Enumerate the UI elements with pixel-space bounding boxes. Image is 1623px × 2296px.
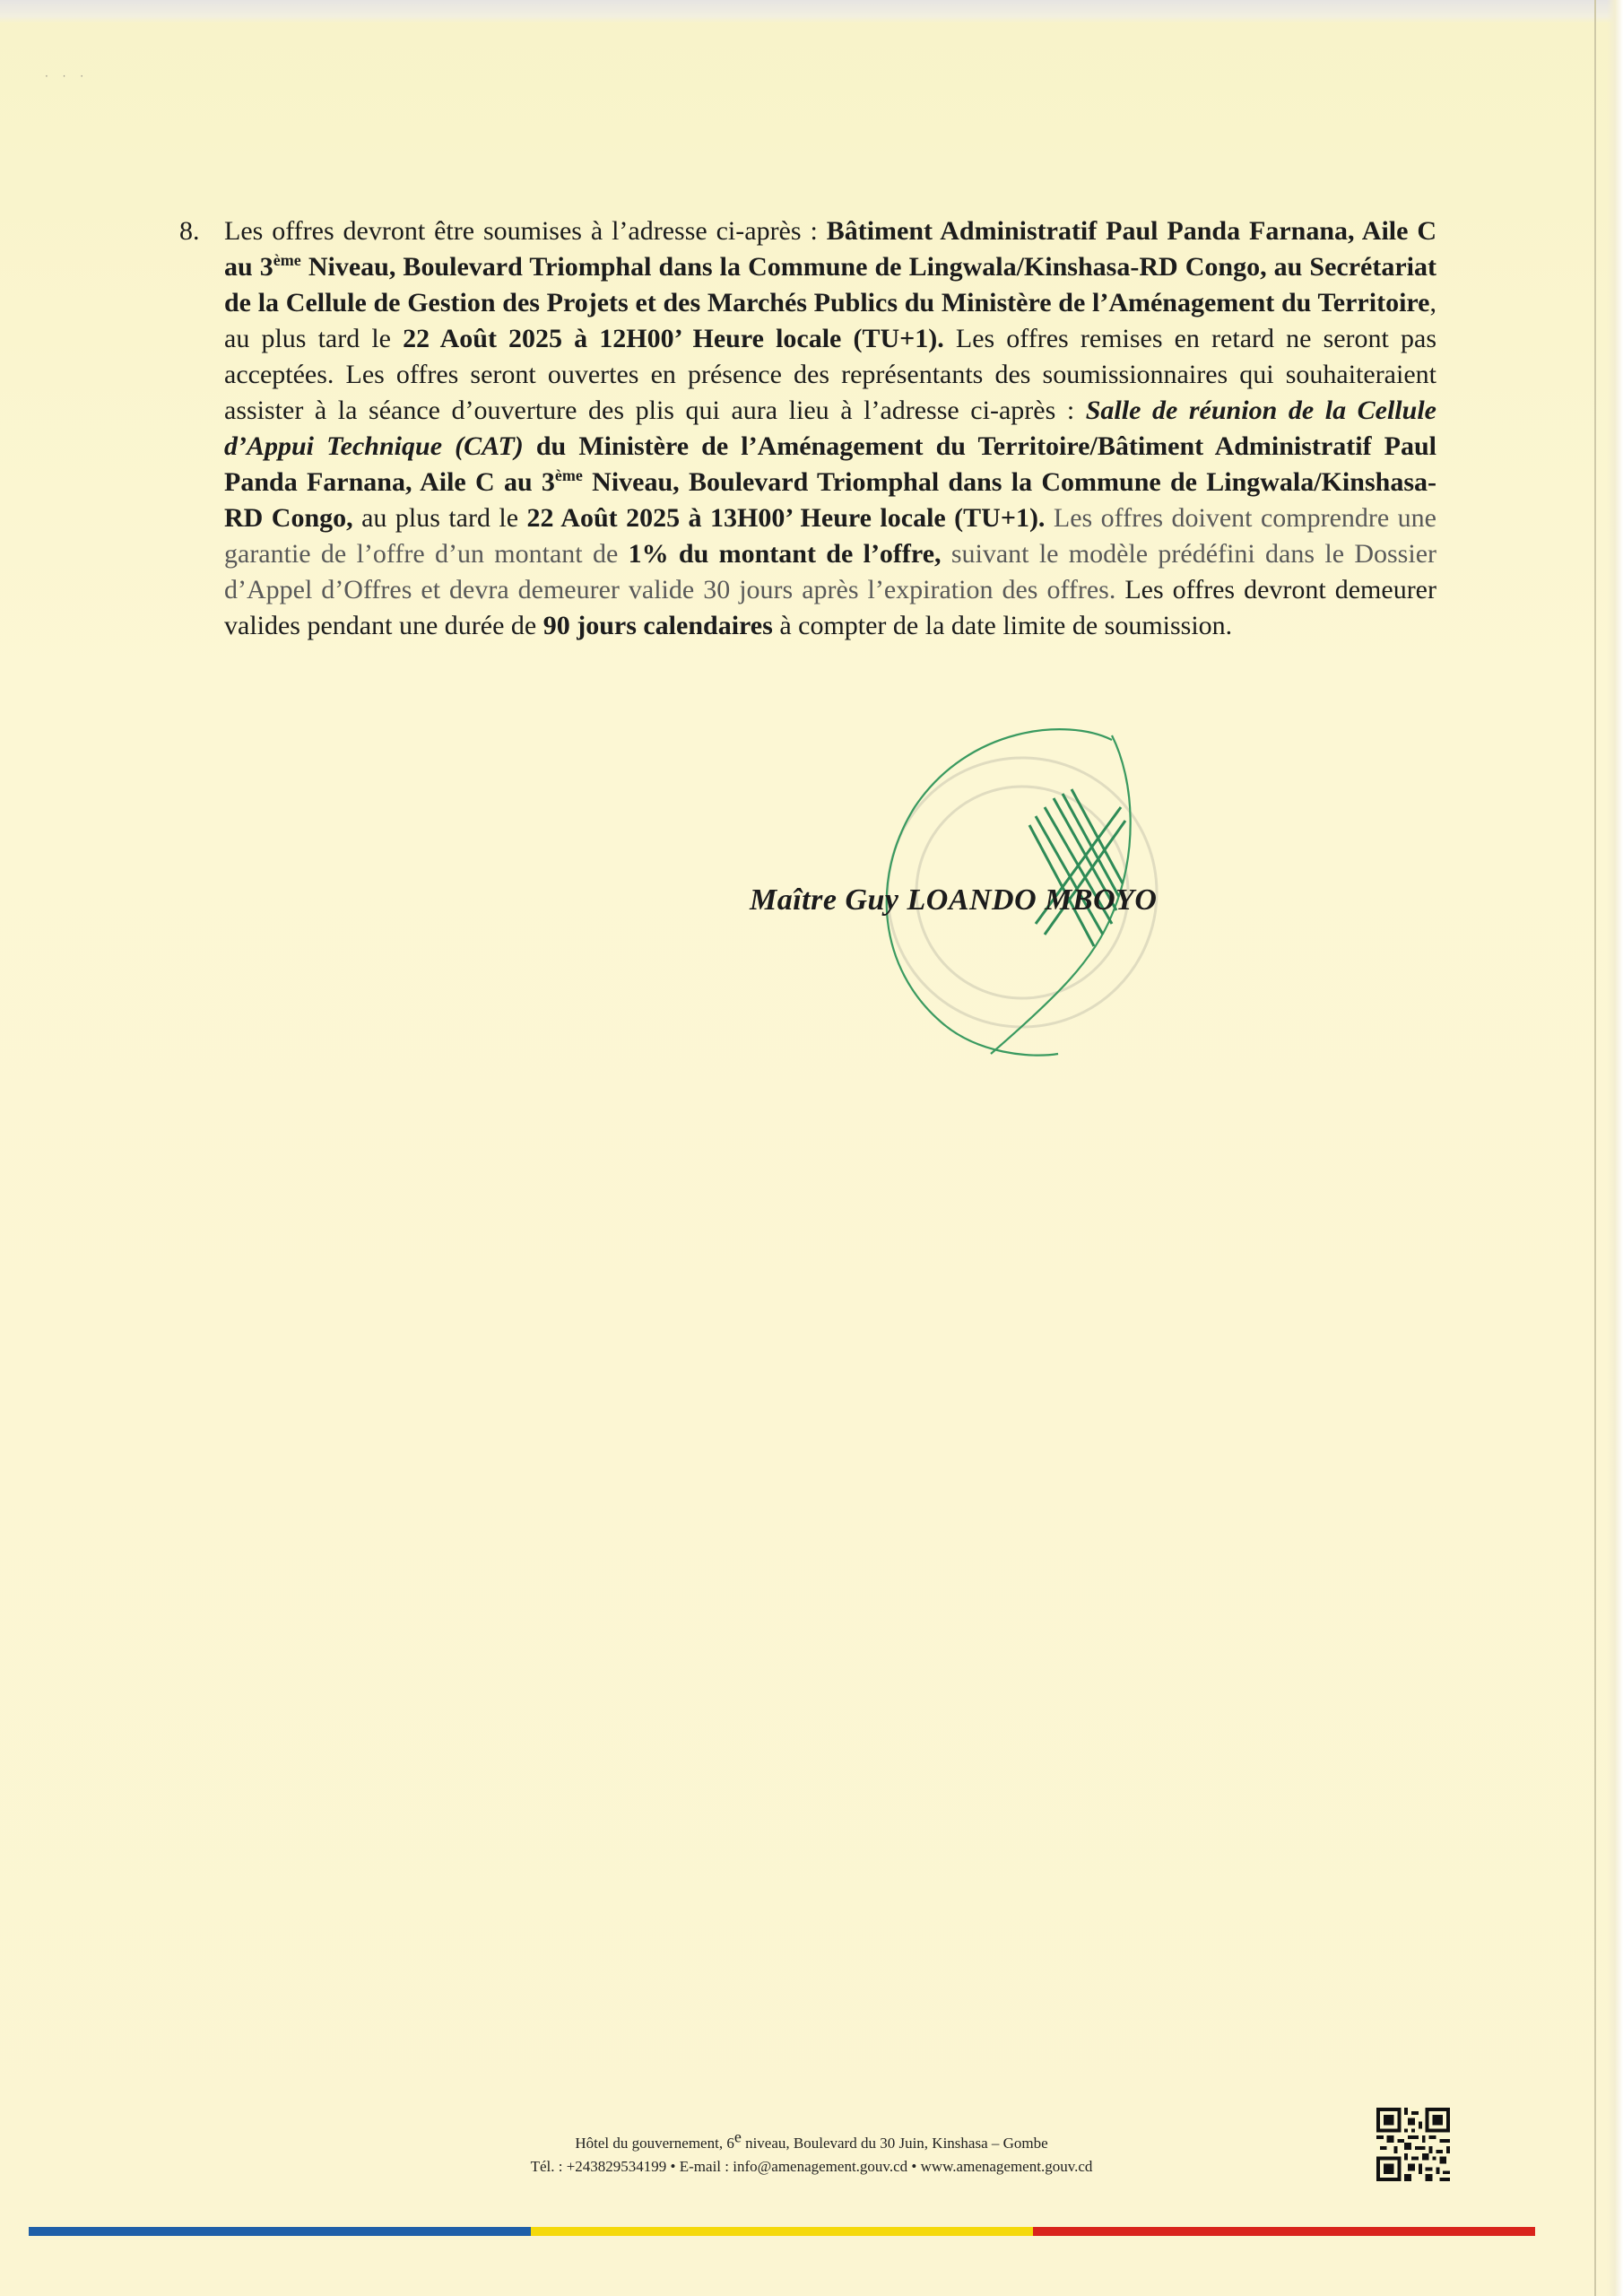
paragraph-8 bbox=[179, 213, 1436, 644]
flag-red-segment bbox=[1033, 2227, 1535, 2236]
opening-address-cont: Niveau, Boulevard Triomphal dans la Commune de Lingwala/Kinshasa-RD Congo, bbox=[224, 467, 1436, 533]
paragraph-body bbox=[224, 213, 1436, 644]
qr-code-icon bbox=[1376, 2108, 1450, 2181]
opening-address: du Ministère de l’Aménagement du Territoire/Bâtiment Administratif Paul Panda Farnana, Aile C au 3 bbox=[224, 431, 1436, 497]
signature-scribble bbox=[1029, 789, 1125, 946]
superscript: ème bbox=[273, 251, 301, 269]
guarantee-amount: 1% du montant de l’offre, bbox=[628, 539, 942, 569]
address-bold-cont: Niveau, Boulevard Triomphal dans la Commune de Lingwala/Kinshasa-RD Congo, au Secrétariat de la Cellule de Gestion des Projets et des Marchés Publics du Ministère de l’Aménagement du Territoire bbox=[224, 252, 1437, 317]
signatory-name: Maître Guy LOANDO MBOYO bbox=[750, 883, 1158, 917]
text-run: à compter de la date limite de soumission. bbox=[772, 611, 1233, 640]
footer-contact: Tél. : +243829534199 • E-mail : info@amenagement.gouv.cd • www.amenagement.gouv.cd bbox=[530, 2158, 1093, 2175]
text-run-faded: Les offres doivent comprendre une garantie de l’offre d’un montant de bbox=[224, 503, 1436, 569]
text-run: , au plus tard le bbox=[224, 288, 1436, 353]
deadline-submission: 22 Août 2025 à 12H00’ Heure locale (TU+1). bbox=[403, 324, 944, 353]
text-run-faded: suivant le modèle prédéfini dans le Dossier d’Appel d’Offres et devra demeurer valide 30 jours après l’expiration des offres. bbox=[224, 539, 1436, 604]
scan-right-rule bbox=[1594, 0, 1596, 2296]
footer-address-text-cont: niveau, Boulevard du 30 Juin, Kinshasa – Gombe bbox=[741, 2135, 1048, 2152]
scan-artifact-marks: · · · bbox=[45, 70, 90, 83]
paragraph-number: 8. bbox=[179, 216, 200, 246]
flag-blue-segment bbox=[29, 2227, 531, 2236]
flag-yellow-segment bbox=[531, 2227, 1033, 2236]
address-bold: Bâtiment Administratif Paul Panda Farnana, Aile C au 3 bbox=[224, 216, 1436, 282]
validity-period: 90 jours calendaires bbox=[542, 611, 773, 640]
flag-color-bar bbox=[29, 2227, 1535, 2236]
scan-right-edge bbox=[1607, 0, 1623, 2296]
footer-address-text: Hôtel du gouvernement, 6 bbox=[575, 2135, 734, 2152]
text-run: Les offres devront être soumises à l’adresse ci-après : bbox=[224, 216, 827, 246]
meeting-room: Salle de réunion de la Cellule d’Appui Technique (CAT) bbox=[224, 396, 1436, 461]
deadline-opening: 22 Août 2025 à 13H00’ Heure locale (TU+1). bbox=[526, 503, 1046, 533]
text-run: Les offres remises en retard ne seront pas acceptées. Les offres seront ouvertes en présence des représentants des soumissionnaires qui souhaiteraient assister à la séance d’ouverture des plis qui aura lieu à l’adresse ci-après : bbox=[224, 324, 1436, 425]
superscript: ème bbox=[554, 466, 583, 484]
scan-top-edge bbox=[0, 0, 1623, 23]
text-run: au plus tard le bbox=[352, 503, 527, 533]
text-run: Les offres devront demeurer valides pendant une durée de bbox=[224, 575, 1436, 640]
footer-superscript: e bbox=[733, 2127, 742, 2146]
